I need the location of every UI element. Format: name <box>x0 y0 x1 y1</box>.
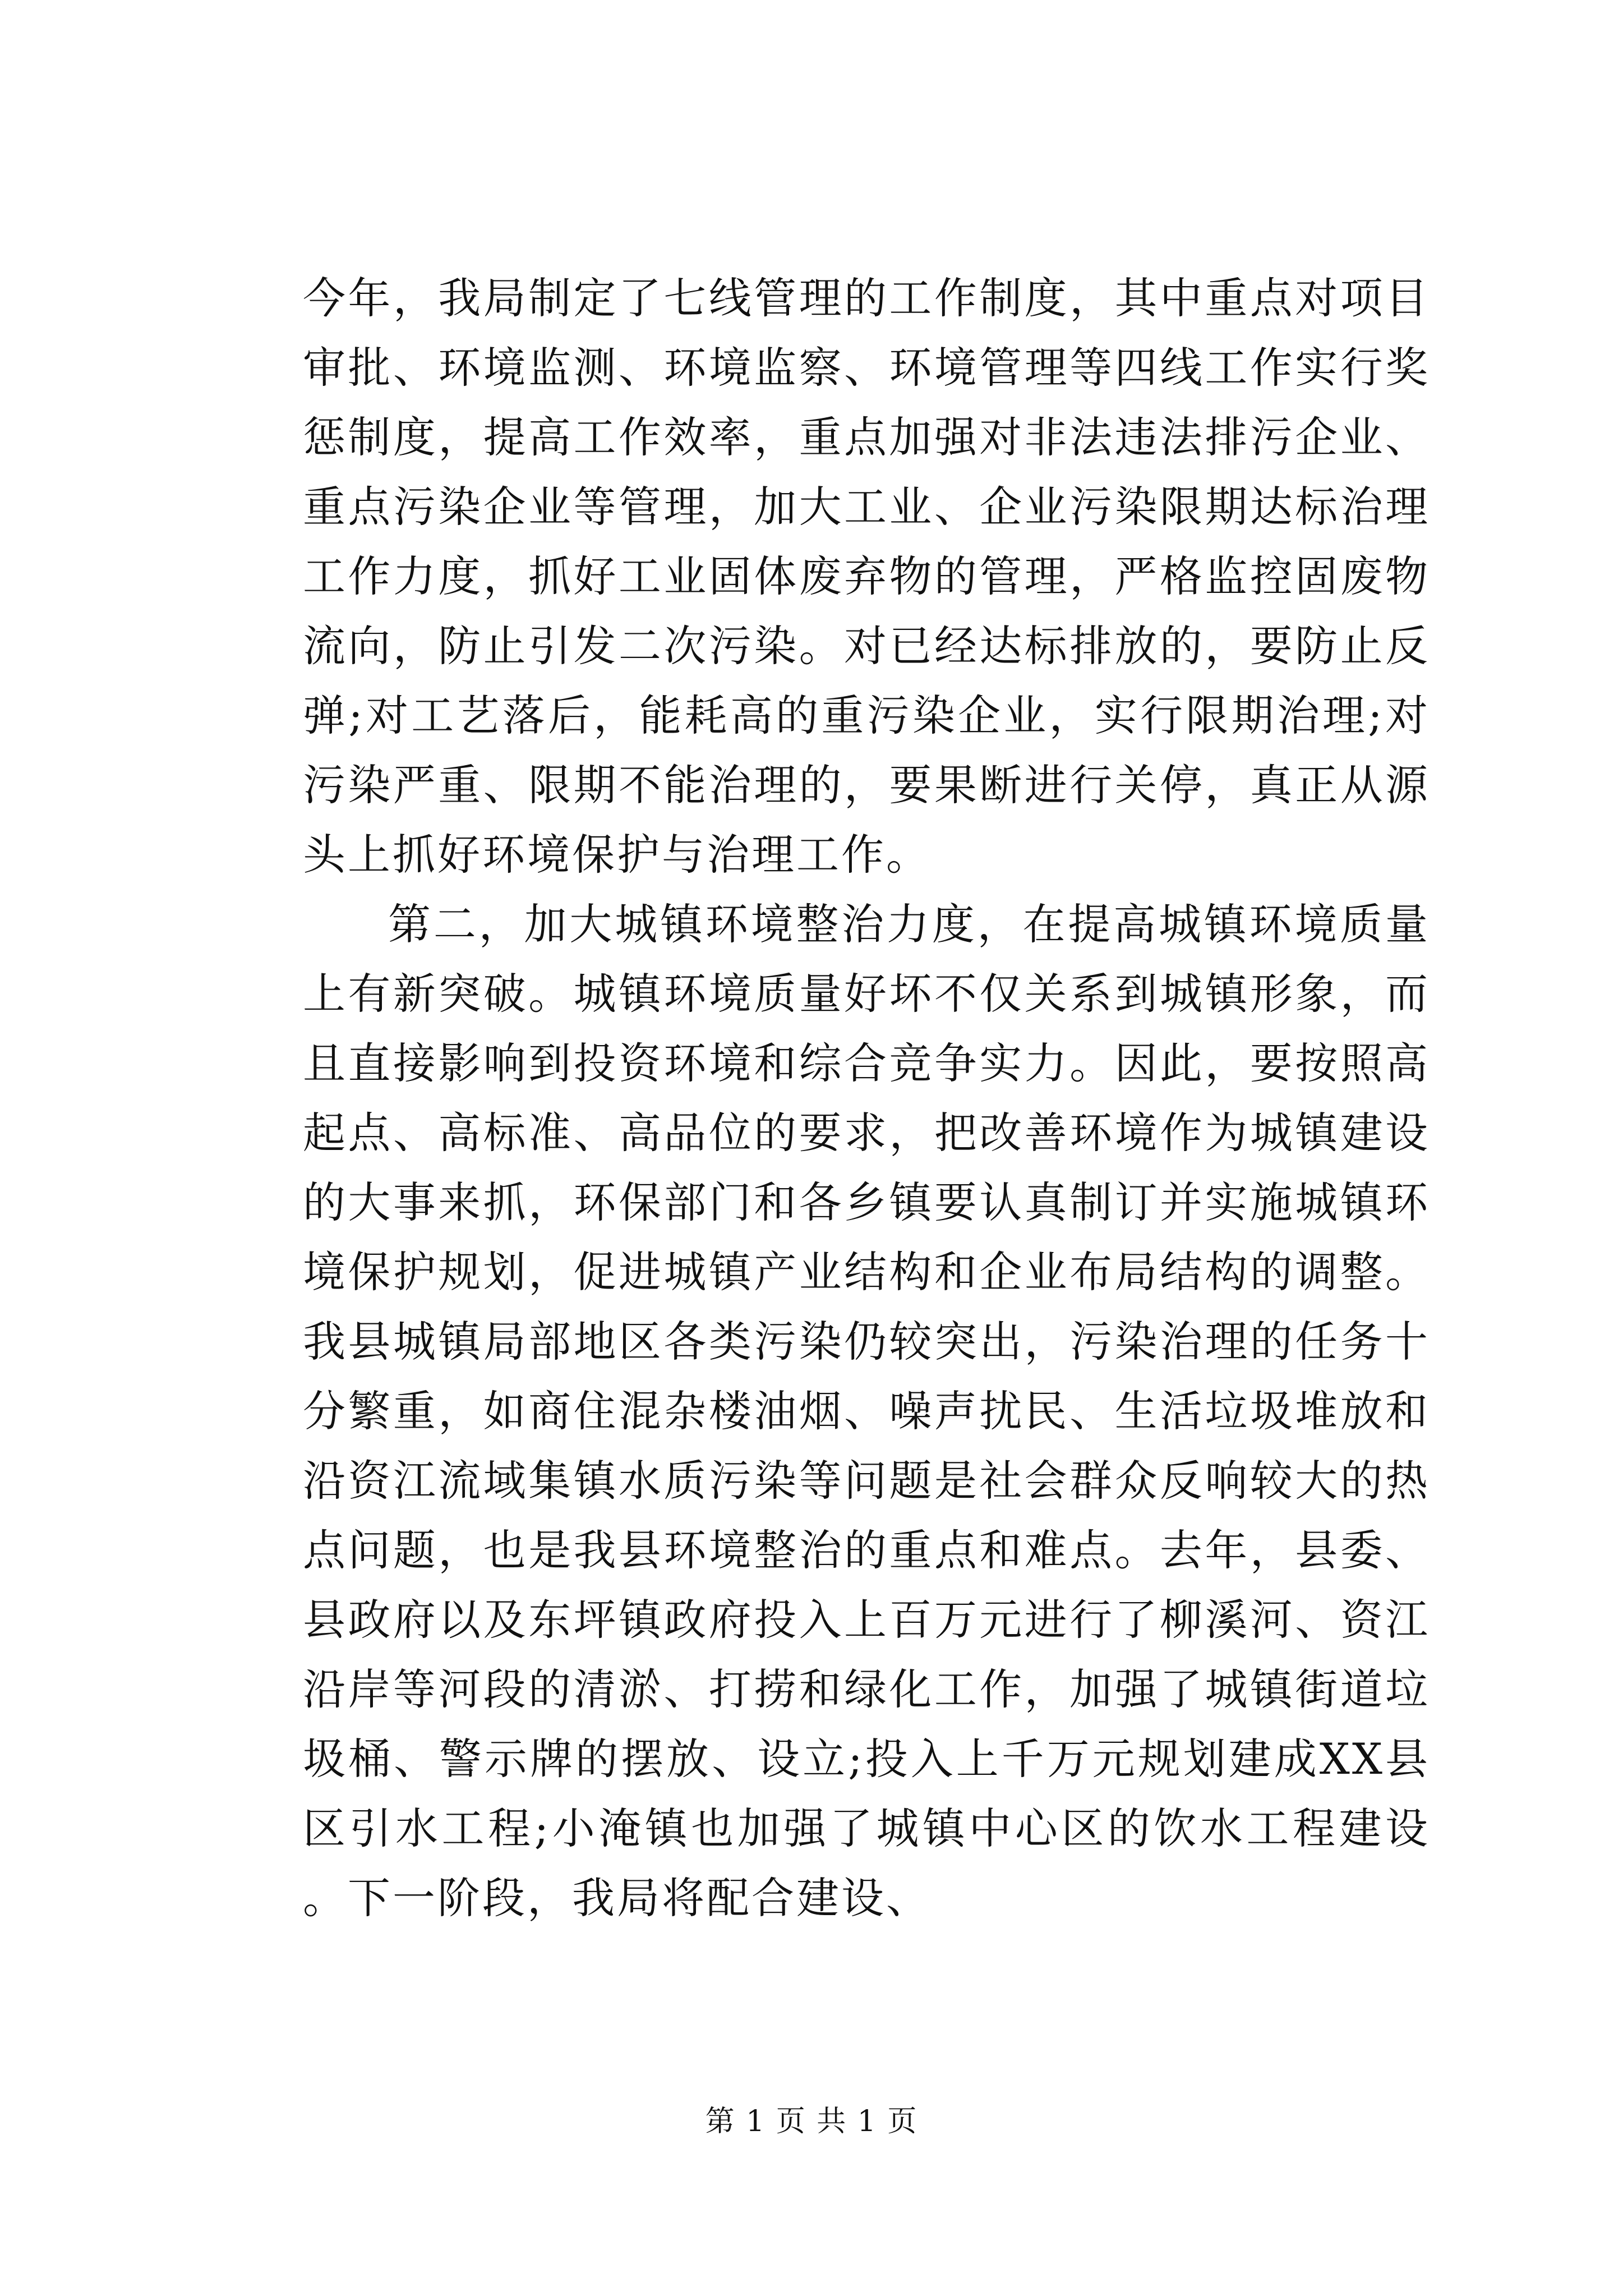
document-body <box>303 264 1430 1933</box>
paragraph-2: 第二，加大城镇环境整治力度，在提高城镇环境质量上有新突破。城镇环境质量好坏不仅关系到城镇形象，而且直接影响到投资环境和综合竞争实力。因此，要按照高起点、高标准、高品位的要求，把改善环境作为城镇建设的大事来抓，环保部门和各乡镇要认真制订并实施城镇环境保护规划，促进城镇产业结构和企业布局结构的调整。我县城镇局部地区各类污染仍较突出，污染治理的任务十分繁重，如商住混杂楼油烟、噪声扰民、生活垃圾堆放和沿资江流域集镇水质污染等问题是社会群众反响较大的热点问题，也是我县环境整治的重点和难点。去年，县委、县政府以及东坪镇政府投入上百万元进行了柳溪河、资江沿岸等河段的清淤、打捞和绿化工作，加强了城镇街道垃圾桶、警示牌的摆放、设立;投入上千万元规划建成XX县区引水工程;小淹镇也加强了城镇中心区的饮水工程建设。下一阶段，我局将配合建设、 <box>303 899 1430 1923</box>
paragraph-1: 今年，我局制定了七线管理的工作制度，其中重点对项目审批、环境监测、环境监察、环境管理等四线工作实行奖惩制度，提高工作效率，重点加强对非法违法排污企业、重点污染企业等管理，加大工业、企业污染限期达标治理工作力度，抓好工业固体废弃物的管理，严格监控固废物流向，防止引发二次污染。对已经达标排放的，要防止反弹;对工艺落后，能耗高的重污染企业，实行限期治理;对污染严重、限期不能治理的，要果断进行关停，真正从源头上抓好环境保护与治理工作。 <box>303 273 1430 880</box>
page-footer: 第 1 页 共 1 页 <box>705 2105 918 2138</box>
